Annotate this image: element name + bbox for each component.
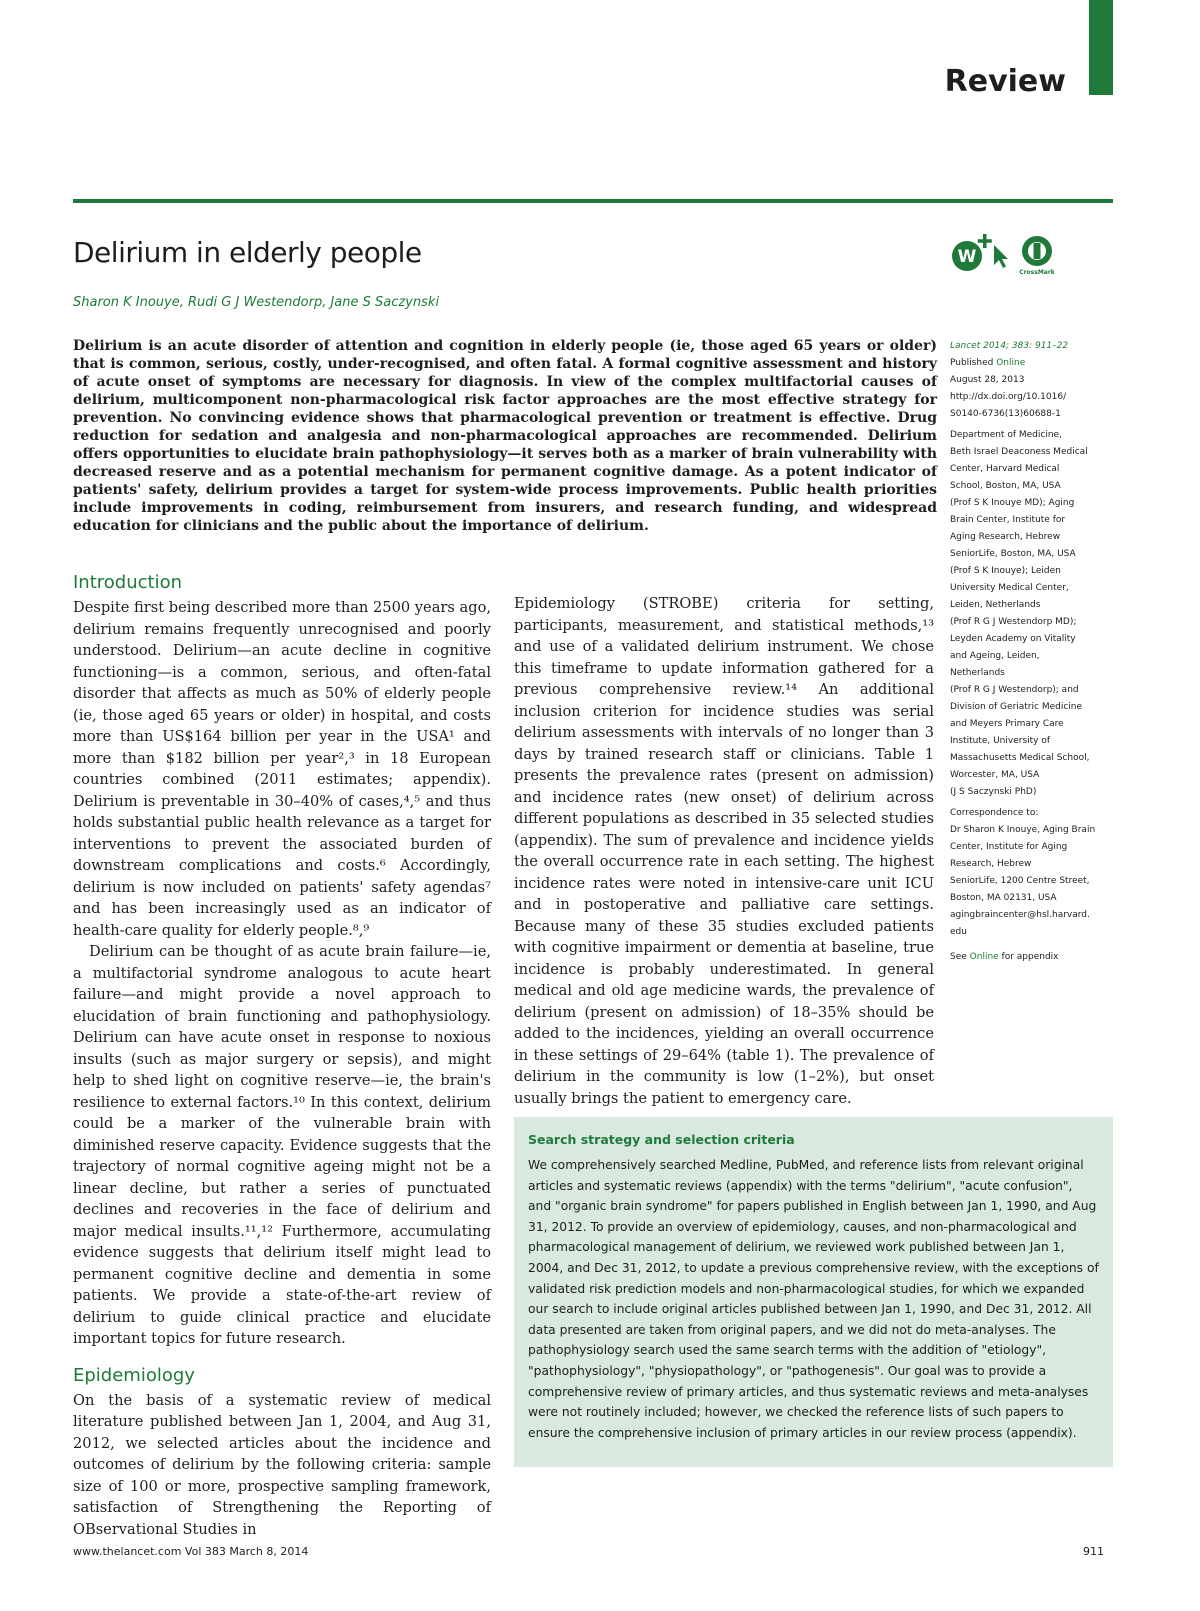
search-strategy-text: We comprehensively searched Medline, PubMed, and reference lists from relevant original articles and systematic reviews (appendix) with the terms "delirium", "acute confusion", and "organic brain syndrome" for papers published in English between Jan 1, 1990, and Aug 31, 2012. To provide an overview of epidemiology, causes, and non-pharmacological and pharmacological management of delirium, we reviewed work published between Jan 1, 2004, and Dec 31, 2012, to update a previous comprehensive review, with the exceptions of validated risk prediction models and non-pharmacological studies, for which we expanded our search to include original articles published between Jan 1, 1990, and Dec 31, 2012. All data presented are taken from original papers, and we did not do meta-analyses. The pathophysiology search used the same search terms with the addition of "etiology", "pathophysiology", "physiopathology", or "pathogenesis". Our goal was to provide a comprehensive review of primary articles, and thus systematic reviews and meta-analyses were not routinely included; however, we checked the reference lists of such papers to ensure the comprehensive inclusion of primary articles in our review process (appendix). [528,1158,1099,1440]
column-right [514,593,934,1109]
affiliation-line: Massachusetts Medical School, [950,753,1090,763]
affiliation-line: Leiden, Netherlands [950,600,1041,610]
doi-line-1[interactable]: http://dx.doi.org/10.1016/ [950,392,1067,402]
article-title: Delirium in elderly people [73,236,422,269]
logos-svg [950,231,1065,276]
epidemiology-paragraph-1: On the basis of a systematic review of medical literature published between Jan 1, 2004, and Aug 31, 2012, we selected articles about the incidence and outcomes of delirium by the following criteria: sample size of 100 or more, prospective sampling framework, satisfaction of Strengthening the Reporting of OBservational Studies in [73,1391,491,1538]
correspondence [950,805,1120,941]
affiliation-line: (Prof R G J Westendorp MD); [950,617,1077,627]
published-online-link[interactable]: Online [996,358,1026,368]
affiliation-line: Brain Center, Institute for [950,515,1066,525]
column-left [73,571,491,1540]
affiliation-line: Netherlands [950,668,1005,678]
citation-line [950,338,1120,355]
affiliation-line: Worcester, MA, USA [950,770,1040,780]
correspondence-line: Correspondence to: [950,808,1039,818]
affiliation-line: Beth Israel Deaconess Medical [950,447,1088,457]
cursor-arrow-icon [994,245,1008,268]
introduction-paragraph-2: Delirium can be thought of as acute brain failure—ie, a multifactorial syndrome analogous to acute heart failure—and might provide a novel approach to elucidation of brain functioning and pathophysiology. Delirium can have acute onset in response to noxious insults (such as major surgery or sepsis), and might help to shed light on cognitive reserve—ie, the brain's resilience to external factors.¹⁰ In this context, delirium could be a marker of the vulnerable brain with diminished reserve capacity. Evidence suggests that the trajectory of normal cognitive ageing might not be a linear decline, but rather a series of punctuated declines and recoveries in the face of delirium and major medical insults.¹¹,¹² Furthermore, accumulating evidence suggests that delirium itself might lead to permanent cognitive decline and dementia in some patients. We provide a state-of-the-art review of delirium to guide clinical practice and elucidate important topics for future research. [73,943,491,1347]
published-date: August 28, 2013 [950,375,1025,385]
sidebar-notes [950,338,1120,970]
epidemiology-paragraph-continued: Epidemiology (STROBE) criteria for setting, participants, measurement, and statistical methods,¹³ and use of a validated delirium instrument. We chose this timeframe to update information gathered for a previous comprehensive review.¹⁴ An additional inclusion criterion for incidence studies was serial delirium assessments with intervals of no longer than 3 days by trained research staff or clinicians. Table 1 presents the prevalence rates (present on admission) and incidence rates (new onset) of delirium across different populations as described in 35 selected studies (appendix). The sum of prevalence and incidence yields the overall occurrence rate in each setting. The highest incidence rates were noted in intensive-care unit ICU and in postoperative and palliative care settings. Because many of these 35 studies excluded patients with cognitive impairment or dementia at baseline, true incidence is probably underestimated. In general medical and old age medicine wards, the prevalence of delirium (present on admission) of 18–35% should be added to the incidences, yielding an overall occurrence in these settings of 29–64% (table 1). The prevalence of delirium in the community is low (1–2%), but onset usually brings the patient to emergency care. [514,595,934,1107]
journal-footer: www.thelancet.com Vol 383 March 8, 2014 [73,1545,309,1558]
affiliation-line: School, Boston, MA, USA [950,481,1061,491]
affiliations [950,427,1120,801]
affiliation-line: University Medical Center, [950,583,1069,593]
introduction-heading: Introduction [73,572,183,593]
crossmark-icon [1019,236,1056,276]
doi-line-2[interactable]: S0140-6736(13)60688-1 [950,409,1061,419]
crossmark-label: CrossMark [1019,269,1055,276]
epidemiology-heading: Epidemiology [73,1364,195,1386]
publisher-logos [950,231,1065,276]
correspondence-line: Dr Sharon K Inouye, Aging Brain [950,825,1096,835]
publication-info [950,338,1120,423]
section-label: Review [944,64,1066,99]
affiliation-line: Center, Harvard Medical [950,464,1060,474]
affiliation-line: Institute, University of [950,736,1051,746]
correspondence-line: edu [950,927,967,937]
introduction-paragraph-1: Despite first being described more than 2500 years ago, delirium remains frequently unrecognised and poorly understood. Delirium—an acute decline in cognitive functioning—is a common, serious, and often-fatal disorder that affects as much as 50% of elderly people (ie, those aged 65 years or older) in hospital, and costs more than US$164 billion per year in the USA¹ and more than $182 billion per year²,³ in 18 European countries combined (2011 estimates; appendix). Delirium is preventable in 30–40% of cases,⁴,⁵ and thus holds substantial public health relevance as a target for interventions to prevent the associated burden of downstream complications and costs.⁶ Accordingly, delirium is now included on patients' safety agendas⁷ and has been increasingly used as an indicator of health-care quality for elderly people.⁸,⁹ [73,599,491,939]
correspondence-line: SeniorLife, 1200 Centre Street, [950,876,1090,886]
published-line [950,355,1120,372]
header-rule [73,199,1113,203]
header-green-bar [1089,0,1113,95]
web-extra-icon [952,234,992,271]
correspondence-line: Center, Institute for Aging [950,842,1068,852]
affiliation-line: Department of Medicine, [950,430,1062,440]
affiliation-line: and Ageing, Leiden, [950,651,1040,661]
affiliation-line: Leyden Academy on Vitality [950,634,1076,644]
affiliation-line: (J S Saczynski PhD) [950,787,1037,797]
published-prefix: Published [950,358,997,368]
citation: Lancet 2014; 383: 911–22 [950,341,1069,351]
affiliation-line: (Prof S K Inouye MD); Aging [950,498,1075,508]
affiliation-line: and Meyers Primary Care [950,719,1064,729]
correspondence-line: Boston, MA 02131, USA [950,893,1057,903]
search-strategy-box [514,1117,1113,1467]
appendix-note [950,949,1120,966]
author-list: Sharon K Inouye, Rudi G J Westendorp, Jane S Saczynski [73,295,440,310]
correspondence-email[interactable]: agingbraincenter@hsl.harvard. [950,910,1090,920]
affiliation-line: (Prof R G J Westendorp); and [950,685,1079,695]
affiliation-line: SeniorLife, Boston, MA, USA [950,549,1076,559]
abstract: Delirium is an acute disorder of attention and cognition in elderly people (ie, those aged 65 years or older) that is common, serious, costly, under-recognised, and often fatal. A formal cognitive assessment and history of acute onset of symptoms are necessary for diagnosis. In view of the complex multifactorial causes of delirium, multicomponent non-pharmacological risk factor approaches are the most effective strategy for prevention. No convincing evidence shows that pharmacological prevention or treatment is effective. Drug reduction for sedation and analgesia and non-pharmacological approaches are recommended. Delirium offers opportunities to elucidate brain pathophysiology—it serves both as a marker of brain vulnerability with decreased reserve and as a potential mechanism for permanent cognitive damage. As a potent indicator of patients' safety, delirium provides a target for system-wide process improvements. Public health priorities include improvements in coding, reimbursement from insurers, and research funding, and widespread education for clinicians and the public about the importance of delirium. [73,338,937,534]
search-strategy-heading: Search strategy and selection criteria [528,1132,795,1147]
see-suffix: for appendix [998,952,1059,962]
svg-text:W: W [957,247,977,267]
appendix-online-link[interactable]: Online [969,952,999,962]
affiliation-line: Division of Geriatric Medicine [950,702,1083,712]
page-number: 911 [1083,1545,1104,1558]
affiliation-line: Aging Research, Hebrew [950,532,1061,542]
affiliation-line: (Prof S K Inouye); Leiden [950,566,1061,576]
correspondence-line: Research, Hebrew [950,859,1032,869]
see-prefix: See [950,952,970,962]
